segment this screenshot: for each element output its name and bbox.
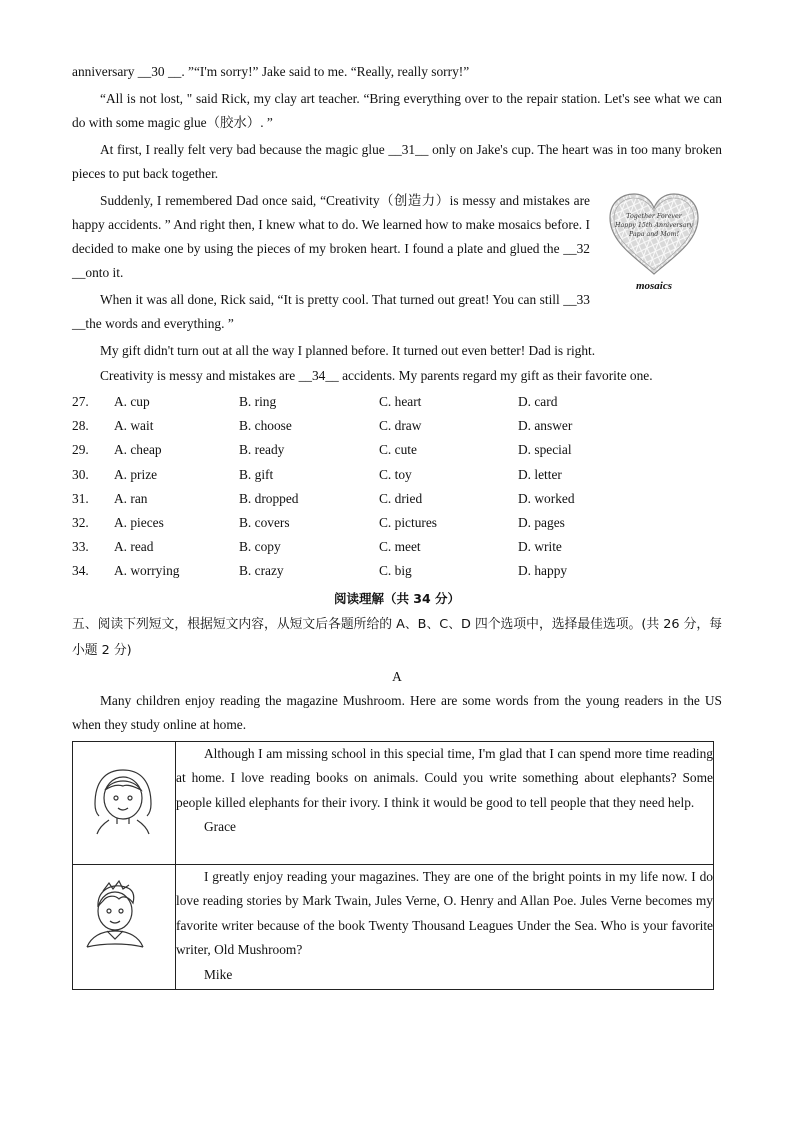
heart-mosaic-icon — [606, 190, 702, 278]
option-d: D. write — [518, 539, 562, 555]
cloze-passage — [72, 60, 722, 388]
option-c: C. big — [379, 563, 412, 579]
girl-avatar-icon — [73, 742, 173, 860]
option-c: C. meet — [379, 539, 421, 555]
option-b: B. covers — [239, 514, 290, 530]
letter-text: I greatly enjoy reading your magazines. They are one of the bright points in my life now. I do love reading stories by Mark Twain, Jules Verne, O. Henry and Allan Poe. Jules Verne becomes my favorite writer because of the book Twenty Thousand Leagues Under the Sea. Who is your favorite writer, Old Mushroom? — [176, 868, 713, 957]
option-a: A. read — [114, 539, 154, 555]
letters-table — [72, 741, 714, 990]
option-a: A. cup — [114, 394, 150, 409]
cloze-paragraph: “All is not lost, " said Rick, my clay art teacher. “Bring everything over to the repair station. Let's see what we can do with some magic glue（胶水）. ” — [72, 91, 722, 130]
cloze-paragraph: Creativity is messy and mistakes are __34__ accidents. My parents regard my gift as their favorite one. — [100, 368, 653, 383]
table-row — [73, 864, 714, 989]
option-c: C. draw — [379, 418, 422, 434]
option-d: D. happy — [518, 563, 568, 579]
cloze-paragraph: Suddenly, I remembered Dad once said, “Creativity（创造力）is messy and mistakes are happy accidents. ” And right then, I knew what to do. We learned how to make mosaics before. I decided to make one by using the pieces of my broken heart. I found a plate and glued the __32 __onto it. — [72, 193, 590, 280]
option-a: A. prize — [114, 466, 158, 482]
option-d: D. card — [518, 394, 558, 409]
option-d: D. pages — [518, 514, 565, 530]
question-number: 27. — [72, 394, 89, 409]
letter-text: Although I am missing school in this special time, I'm glad that I can spend more time reading at home. I love reading books on animals. Could you write something about elephants? Some people killed elephants for their ivory. I think it would be good to tell people that they need help. — [176, 745, 713, 810]
question-number: 33. — [72, 539, 89, 555]
question-row — [72, 511, 722, 535]
question-row — [72, 559, 722, 583]
option-d: D. answer — [518, 418, 573, 434]
cloze-paragraph: My gift didn't turn out at all the way I planned before. It turned out even better! Dad is right. — [100, 343, 596, 358]
letter-signature: Mike — [204, 966, 233, 982]
option-b: B. dropped — [239, 490, 299, 506]
boy-avatar-icon — [73, 865, 173, 985]
mosaic-heart-image — [604, 190, 704, 292]
question-row — [72, 414, 722, 438]
option-d: D. special — [518, 442, 572, 458]
instructions: 五、阅读下列短文，根据短文内容，从短文后各题所给的 A、B、C、D 四个选项中，选择最佳选项。(共 26 分，每小题 2 分) — [72, 616, 722, 658]
option-d: D. letter — [518, 466, 562, 482]
cloze-line-30: anniversary __30 __. ”“I'm sorry!” Jake said to me. “Really, really sorry!” — [72, 64, 470, 79]
option-a: A. ran — [114, 490, 148, 506]
question-number: 29. — [72, 442, 89, 458]
mosaic-text-line: Together Forever — [626, 213, 682, 220]
mosaic-caption: mosaics — [635, 280, 673, 292]
option-c: C. heart — [379, 394, 422, 409]
option-b: B. copy — [239, 539, 281, 555]
option-c: C. cute — [379, 442, 417, 458]
question-number: 28. — [72, 418, 89, 434]
mosaic-text-line: Papa and Mom! — [628, 231, 680, 238]
option-d: D. worked — [518, 490, 575, 506]
option-a: A. wait — [114, 418, 154, 434]
option-b: B. ready — [239, 442, 285, 458]
cloze-paragraph: When it was all done, Rick said, “It is pretty cool. That turned out great! You can still __33 __the words and everything. ” — [72, 292, 590, 331]
section-title: 阅读理解（共 34 分） — [333, 590, 461, 606]
option-a: A. cheap — [114, 442, 162, 458]
option-c: C. pictures — [379, 514, 438, 530]
question-number: 34. — [72, 563, 89, 579]
mosaic-text-line: Happy 15th Anniversary — [615, 222, 693, 229]
avatar-cell — [73, 864, 176, 989]
passage-intro: Many children enjoy reading the magazine Mushroom. Here are some words from the young readers in the US when they study online at home. — [72, 692, 722, 732]
table-row — [73, 741, 714, 864]
option-a: A. worrying — [114, 563, 180, 579]
question-row — [72, 487, 722, 511]
avatar-cell — [73, 741, 176, 864]
question-number: 30. — [72, 466, 89, 482]
option-b: B. gift — [239, 466, 274, 482]
option-b: B. choose — [239, 418, 292, 434]
option-b: B. ring — [239, 394, 277, 409]
options-list — [72, 390, 722, 584]
cloze-paragraph: At first, I really felt very bad because the magic glue __31__ only on Jake's cup. The heart was in too many broken pieces to put back together. — [72, 142, 722, 181]
option-b: B. crazy — [239, 563, 284, 579]
passage-label: A — [392, 668, 402, 684]
question-row — [72, 535, 722, 559]
option-c: C. dried — [379, 490, 423, 506]
question-row — [72, 463, 722, 487]
option-c: C. toy — [379, 466, 412, 482]
option-a: A. pieces — [114, 514, 164, 530]
question-row — [72, 390, 722, 414]
document-page — [72, 60, 722, 990]
question-number: 31. — [72, 490, 89, 506]
letter-cell — [176, 864, 714, 989]
question-number: 32. — [72, 514, 89, 530]
letter-cell — [176, 741, 714, 864]
letter-signature: Grace — [204, 819, 236, 834]
question-row — [72, 438, 722, 462]
